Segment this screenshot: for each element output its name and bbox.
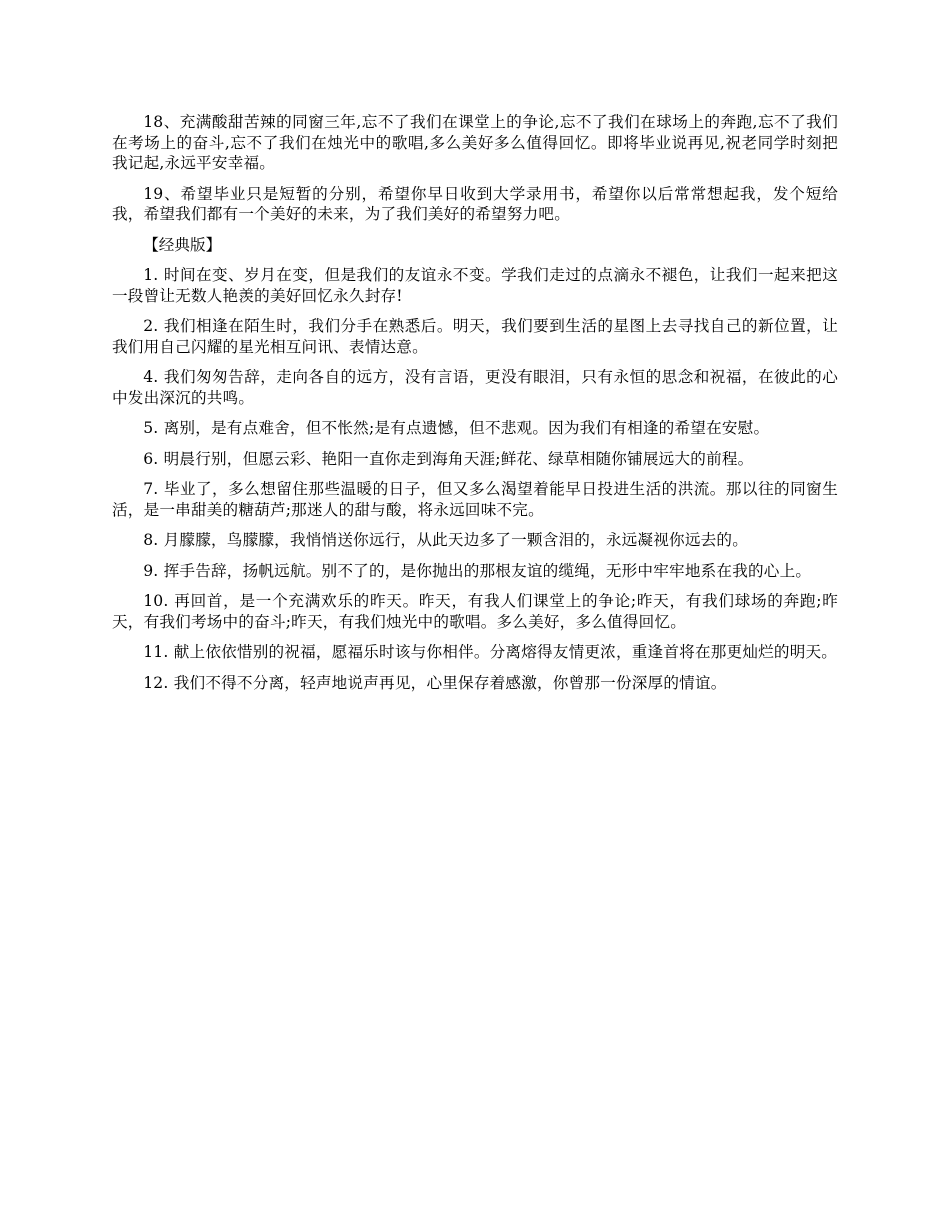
classic-item-2: 2. 我们相逢在陌生时，我们分手在熟悉后。明天，我们要到生活的星图上去寻找自己的新位置，让我们用自己闪耀的星光相互问讯、表情达意。	[112, 317, 838, 356]
paragraph-18: 18、充满酸甜苦辣的同窗三年,忘不了我们在课堂上的争论,忘不了我们在球场上的奔跑,忘不了我们在考场上的奋斗,忘不了我们在烛光中的歌唱,多么美好多么值得回忆。即将毕业说再见,祝老同学时刻把我记起,永远平安幸福。	[112, 113, 838, 172]
classic-item-1: 1. 时间在变、岁月在变，但是我们的友谊永不变。学我们走过的点滴永不褪色，让我们一起来把这一段曾让无数人艳羡的美好回忆永久封存!	[112, 266, 838, 305]
classic-item-8: 8. 月朦朦，鸟朦朦，我悄悄送你远行，从此天边多了一颗含泪的，永远凝视你远去的。	[143, 531, 748, 549]
classic-item-10: 10. 再回首，是一个充满欢乐的昨天。昨天，有我人们课堂上的争论;昨天，有我们球场的奔跑;昨天，有我们考场中的奋斗;昨天，有我们烛光中的歌唱。多么美好，多么值得回忆。	[112, 592, 838, 631]
classic-item-5: 5. 离别，是有点难舍，但不怅然;是有点遗憾，但不悲观。因为我们有相逢的希望在安慰。	[143, 419, 770, 437]
classic-item-4: 4. 我们匆匆告辞，走向各自的远方，没有言语，更没有眼泪，只有永恒的思念和祝福，在彼此的心中发出深沉的共鸣。	[112, 368, 838, 407]
classic-item-6: 6. 明晨行别，但愿云彩、艳阳一直你走到海角天涯;鲜花、绿草相随你铺展远大的前程。	[143, 449, 754, 468]
section-heading-classic: 【经典版】	[143, 235, 222, 254]
document-page	[112, 112, 838, 703]
paragraph-19: 19、希望毕业只是短暂的分别，希望你早日收到大学录用书，希望你以后常常想起我，发个短给我，希望我们都有一个美好的未来，为了我们美好的希望努力吧。	[112, 184, 838, 223]
classic-item-7: 7. 毕业了，多么想留住那些温暖的日子，但又多么渴望着能早日投进生活的洪流。那以往的同窗生活，是一串甜美的糖葫芦;那迷人的甜与酸，将永远回味不完。	[112, 480, 838, 519]
classic-item-12: 12. 我们不得不分离，轻声地说声再见，心里保存着感激，你曾那一份深厚的情谊。	[143, 673, 727, 692]
classic-item-9: 9. 挥手告辞，扬帆远航。别不了的，是你抛出的那根友谊的缆绳，无形中牢牢地系在我的心上。	[143, 561, 812, 580]
classic-item-11: 11. 献上依依惜别的祝福，愿福乐时该与你相伴。分离熔得友情更浓，重逢首将在那更灿烂的明天。	[143, 643, 838, 661]
